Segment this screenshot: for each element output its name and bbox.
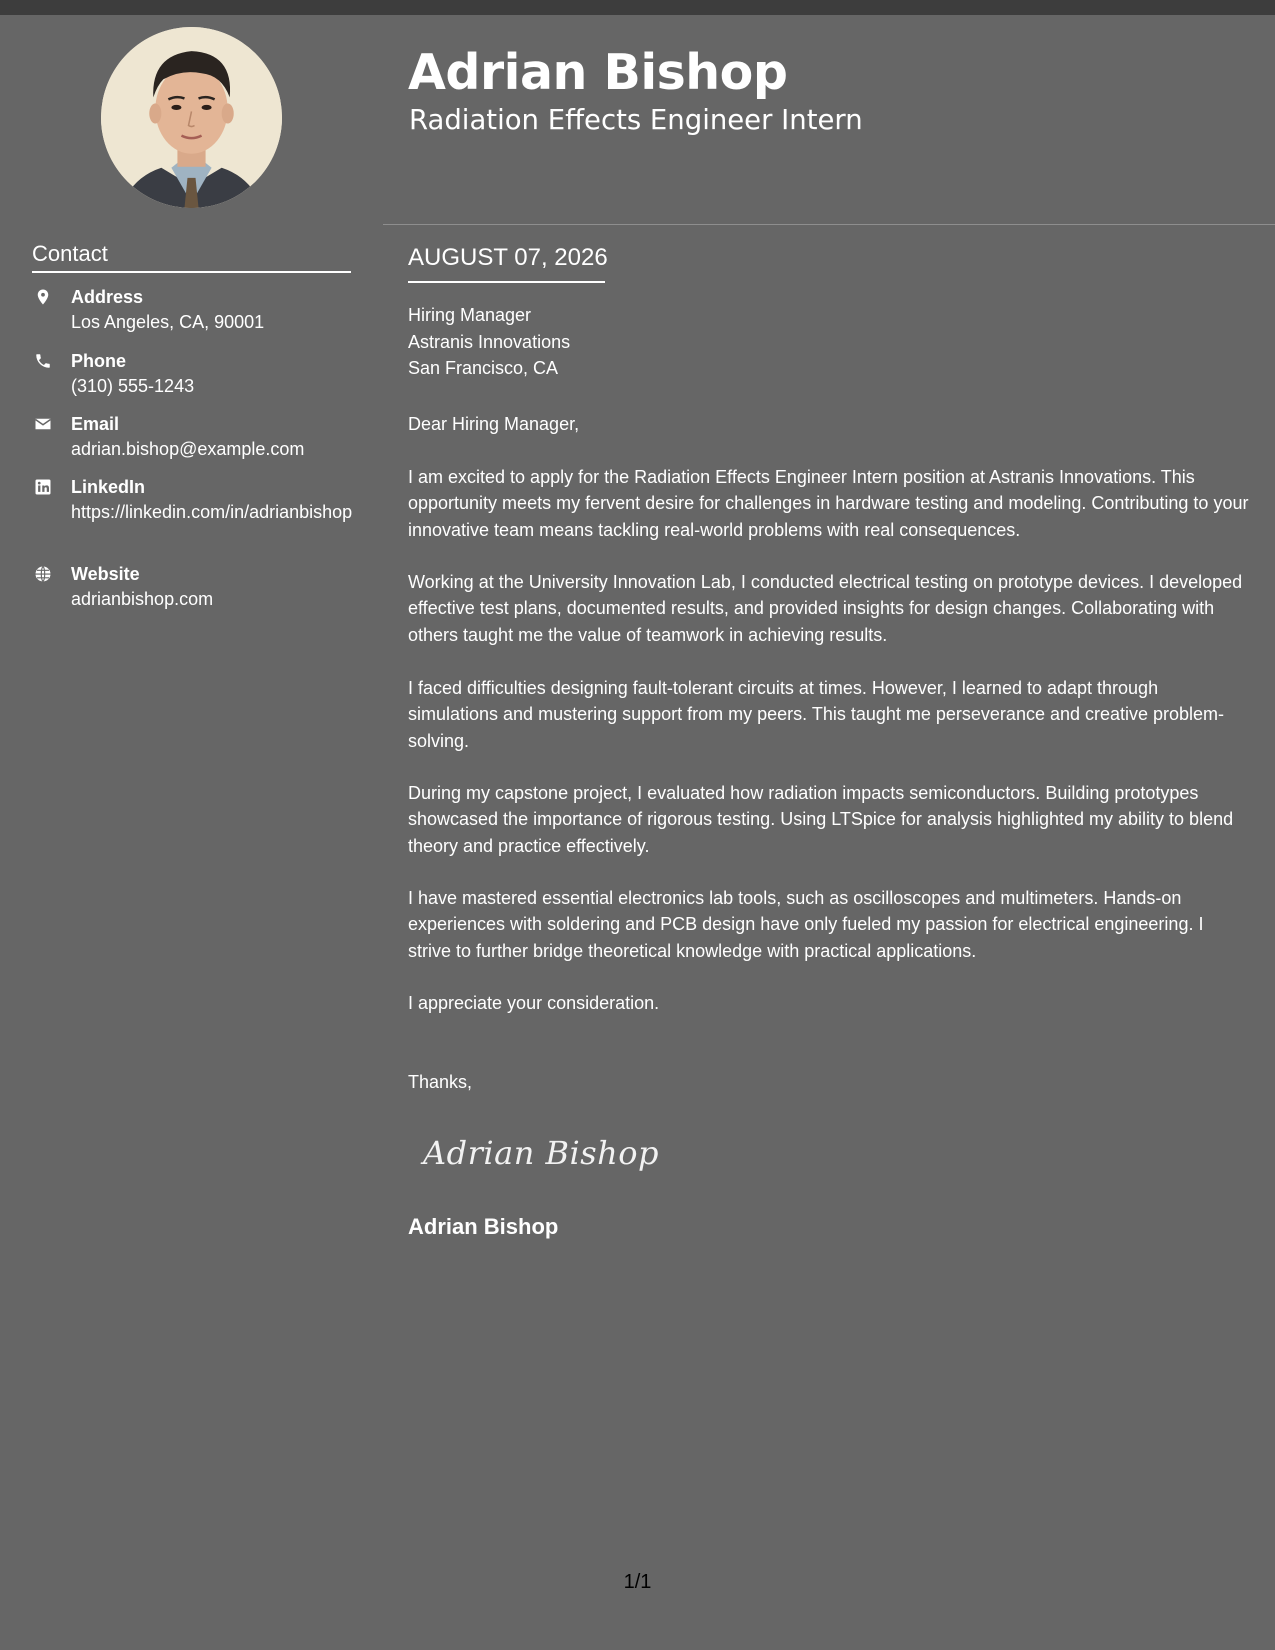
paragraph-thanks: I appreciate your consideration.: [408, 993, 660, 1013]
contact-heading: Contact: [32, 241, 108, 266]
date-divider: [408, 281, 605, 283]
contact-label: LinkedIn: [71, 477, 146, 497]
contact-value: Los Angeles, CA, 90001: [71, 312, 265, 332]
globe-icon: [34, 565, 52, 583]
profile-photo: [101, 27, 282, 208]
linkedin-icon: [34, 478, 52, 496]
avatar: [101, 27, 282, 208]
envelope-icon: [34, 415, 52, 433]
page-number: 1/1: [623, 1571, 652, 1593]
closing: Thanks,: [408, 1072, 473, 1092]
paragraph-intro: I am excited to apply for the Radiation Effects Engineer Intern position at Astranis Innovations. This opportunity meets my fervent desire for challenges in hardware testing and modeling. Contributing to your innovative team means tackling real-world problems with real consequences.: [408, 467, 1249, 540]
salutation: Dear Hiring Manager,: [408, 414, 580, 434]
contact-value: (310) 555-1243: [71, 376, 195, 396]
contact-label: Address: [71, 287, 144, 307]
paragraph-capstone: During my capstone project, I evaluated how radiation impacts semiconductors. Building prototypes showcased the importance of rigorous testing. Using LTSpice for analysis highlighted my ability to blend theory and practice effectively.: [408, 783, 1234, 856]
website-link[interactable]: adrianbishop.com: [71, 589, 214, 609]
contact-label: Email: [71, 414, 120, 434]
recipient-line: Astranis Innovations: [408, 331, 571, 352]
paragraph-experience: Working at the University Innovation Lab, I conducted electrical testing on prototype devices. I developed effective test plans, documented results, and provided insights for design changes. Collaborating with others taught me the value of teamwork in achieving results.: [408, 572, 1243, 645]
recipient-line: Hiring Manager: [408, 305, 532, 325]
top-bar: [0, 0, 1275, 15]
phone-icon: [34, 352, 52, 370]
location-pin-icon: [34, 288, 52, 306]
signature-text: Adrian Bishop: [423, 1134, 659, 1172]
letter-date: AUGUST 07, 2026: [408, 244, 608, 271]
contact-value: adrian.bishop@example.com: [71, 439, 305, 459]
contact-label: Website: [71, 564, 140, 584]
header-divider: [383, 224, 1275, 225]
recipient-block: [408, 302, 570, 382]
contact-label: Phone: [71, 351, 127, 371]
recipient-line: San Francisco, CA: [408, 358, 559, 378]
paragraph-skills: I have mastered essential electronics lab tools, such as oscilloscopes and multimeters. Hands-on experiences with soldering and PCB design have only fueled my passion for electrical engineering. I strive to further bridge theoretical knowledge with practical applications.: [408, 888, 1204, 961]
linkedin-link[interactable]: https://linkedin.com/in/adrianbishop: [71, 502, 353, 522]
candidate-name: Adrian Bishop: [408, 44, 788, 101]
handwritten-signature: [419, 1128, 659, 1178]
candidate-role: Radiation Effects Engineer Intern: [409, 104, 863, 136]
paragraph-challenges: I faced difficulties designing fault-tolerant circuits at times. However, I learned to adapt through simulations and mustering support from my peers. This taught me perseverance and creative problem-solving.: [408, 678, 1225, 751]
contact-divider: [32, 271, 351, 273]
signer-name: Adrian Bishop: [408, 1214, 559, 1239]
